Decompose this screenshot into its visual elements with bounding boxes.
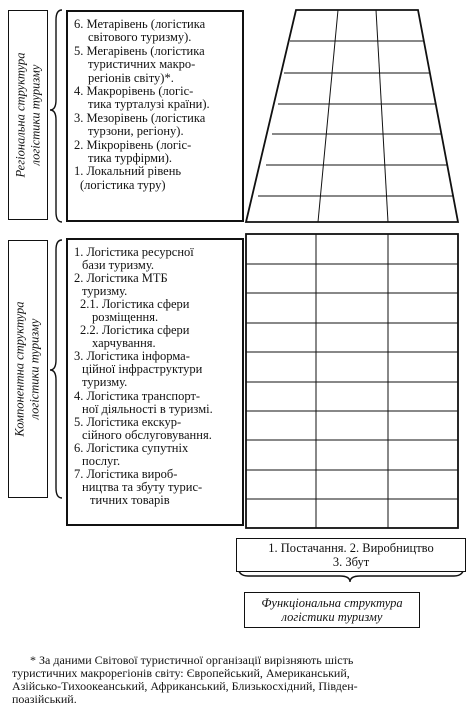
regional-level-line: регіонів світу)*.	[88, 70, 174, 85]
regional-level-line: турзони, регіону).	[88, 124, 184, 139]
footnote-line: поазійський.	[12, 692, 77, 706]
footnote-line: * За даними Світової туристичної організації вирізняють шість	[30, 653, 354, 667]
component-items-box	[66, 238, 244, 526]
component-item-line: 7. Логістика вироб-	[74, 466, 178, 481]
regional-structure-label	[8, 10, 48, 220]
regional-level-line: (логістика туру)	[80, 177, 166, 192]
component-item-line: розміщення.	[92, 310, 159, 325]
footnote-line: Азійсько-Тихоокеанський, Африканський, Близькосхідний, Півден-	[12, 679, 358, 693]
regional-trapezoid-grid	[246, 10, 458, 222]
regional-level-line: 6. Метарівень (логістика	[74, 17, 206, 31]
functional-stages-box	[236, 538, 466, 572]
regional-level-line: 1. Локальний рівень	[74, 164, 182, 179]
component-item-line: харчування.	[92, 336, 156, 351]
component-structure-label	[8, 240, 48, 498]
component-item-line: ної діяльності в туризмі.	[82, 401, 213, 416]
component-item-line: 2. Логістика МТБ	[74, 271, 168, 286]
functional-stage-line: 1. Постачання. 2. Виробництво	[268, 541, 434, 555]
regional-level-line: туристичних макро-	[88, 57, 196, 72]
regional-level-line: 4. Макрорівень (логіс-	[74, 84, 194, 99]
component-item-line: тичних товарів	[90, 492, 170, 507]
regional-level-line: світового туризму).	[88, 30, 192, 45]
component-item-line: 4. Логістика транспорт-	[74, 388, 201, 403]
component-item-line: 6. Логістика супутніх	[74, 440, 189, 455]
footnote-line: туристичних макрорегіонів світу: Європейський, Американський,	[12, 666, 350, 680]
regional-level-line: тика турталузі країни).	[88, 97, 210, 112]
component-item-line: 5. Логістика екскур-	[74, 414, 182, 429]
component-rect-grid	[246, 234, 458, 528]
regional-level-line: 5. Мегарівень (логістика	[74, 43, 205, 58]
functional-structure-title: Функціональна структура логістики туризму	[244, 592, 420, 628]
component-item-line: ництва та збуту турис-	[82, 479, 203, 494]
regional-levels-box	[66, 10, 244, 222]
component-item-line: 2.2. Логістика сфери	[80, 323, 190, 338]
component-item-line: послуг.	[82, 453, 121, 468]
regional-brace	[50, 10, 62, 222]
component-item-line: ційної інфраструктури	[82, 362, 203, 377]
regional-level-line: 3. Мезорівень (логістика	[74, 110, 206, 125]
component-item-line: сійного обслуговування.	[82, 427, 212, 442]
component-structure-label-text: Компонентна структура логістики туризму	[13, 301, 42, 437]
component-brace	[50, 240, 62, 498]
regional-level-line: 2. Мікрорівень (логіс-	[74, 137, 192, 152]
component-item-line: 2.1. Логістика сфери	[80, 297, 190, 312]
functional-stage-line: 3. Збут	[332, 555, 370, 569]
component-item-line: 3. Логістика інформа-	[74, 349, 190, 364]
footnote	[12, 654, 468, 706]
component-item-line: 1. Логістика ресурсної	[74, 245, 194, 259]
component-item-line: туризму.	[82, 375, 128, 390]
component-item-line: туризму.	[82, 284, 128, 299]
regional-structure-label-text: Регіональна структура логістики туризму	[13, 52, 42, 178]
component-item-line: бази туризму.	[82, 258, 154, 273]
regional-level-line: тика турфірми).	[88, 151, 173, 166]
